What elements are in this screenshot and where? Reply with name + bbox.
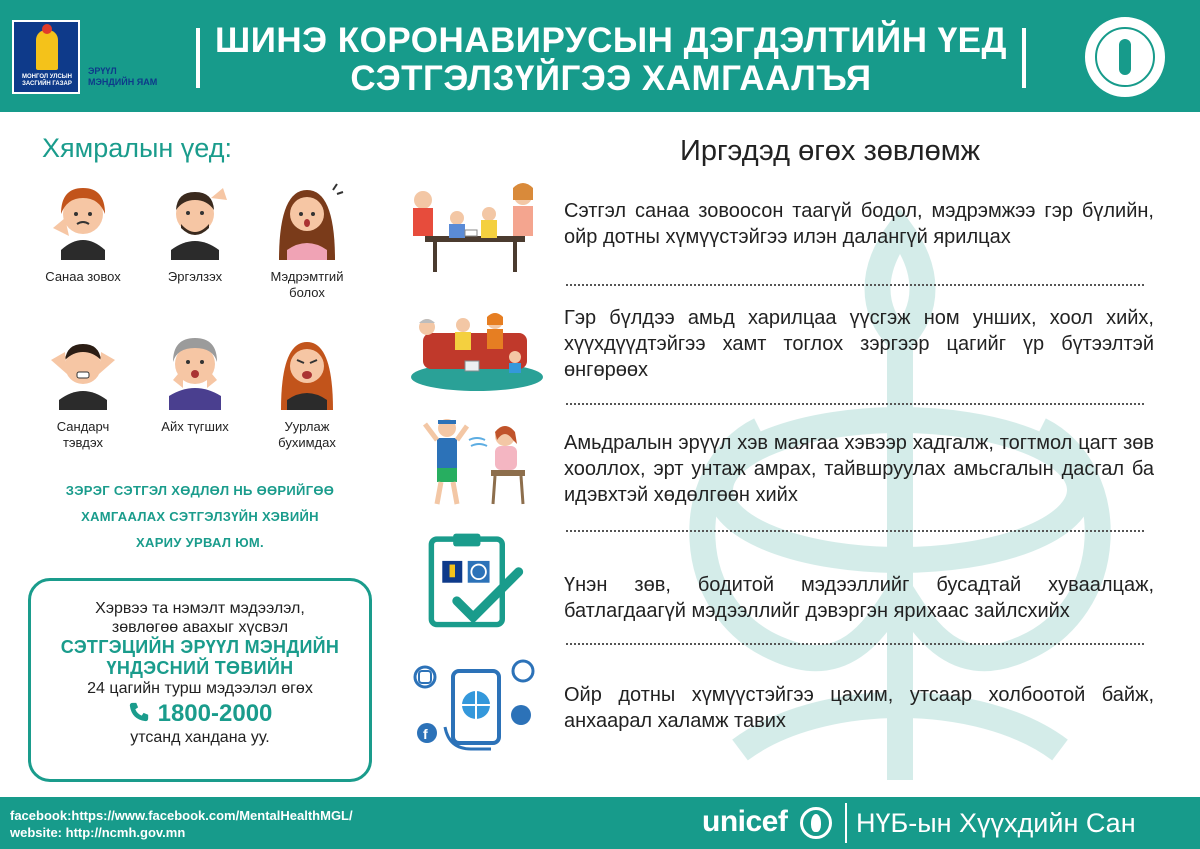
reaction-anger	[262, 330, 352, 451]
advice-item-1: Сэтгэл санаа зовоосон таагүй бодол, мэдрэмжээ гэр бүлийн, ойр дотны хүмүүстэйгээ илэн далангүй ярилцах	[564, 200, 1154, 248]
header-divider-left	[196, 28, 200, 88]
footer-links	[10, 807, 353, 841]
website-link[interactable]: website: http://ncmh.gov.mn	[10, 825, 186, 840]
center-name-line1: СЭТГЭЦИЙН ЭРҮҮЛ МЭНДИЙН	[60, 637, 340, 657]
government-emblem-logo	[12, 20, 80, 94]
hotline-box	[28, 578, 372, 782]
soyombo-icon	[36, 30, 58, 70]
ministry-name: ЭРҮҮЛ МЭНДИЙН ЯАМ	[88, 66, 158, 87]
header-divider-right	[1022, 28, 1026, 88]
panic-title: Хямралын үед:	[42, 133, 232, 163]
advice-title: Иргэдэд өгөх зөвлөмж	[680, 135, 981, 167]
dotted-divider	[566, 530, 1144, 532]
reaction-label: Айх түгших	[161, 419, 229, 434]
phone-number: 1800-2000	[157, 700, 273, 727]
reaction-label: Мэдрэмтгий болох	[270, 269, 344, 300]
hotline-line3: 24 цагийн турш мэдээлэл өгөх	[87, 680, 313, 697]
family-dinner-illustration	[405, 178, 545, 278]
reaction-label: Уурлаж бухимдах	[278, 419, 336, 450]
reaction-label: Санаа зовох	[45, 269, 121, 284]
unicef-globe-icon	[800, 807, 832, 839]
dotted-divider	[566, 643, 1144, 645]
logo-text: МОНГОЛ УЛСЫН ЗАСГИЙН ГАЗАР	[22, 74, 72, 87]
angry-woman-icon	[267, 330, 347, 410]
sensitive-woman-icon	[267, 180, 347, 260]
advice-item-3: Амьдралын эрүүл хэв маягаа хэвээр хадгалж, тогтмол цагт зөв хооллох, эрт унтаж амрах, тайвшруулах амьсгалын дасгал ба идэвхтэй хөдөлгөөн хийх	[564, 432, 1154, 506]
unicef-logo-text: unicef	[702, 805, 788, 838]
header-banner	[0, 0, 1200, 112]
unicef-mongolian-name: НҮБ-ын Хүүхдийн Сан	[856, 808, 1136, 838]
dotted-divider	[566, 403, 1144, 405]
reaction-sensitive	[262, 180, 352, 301]
verified-info-clipboard-illustration	[405, 530, 545, 630]
center-name-line2: ҮНДЭСНИЙ ТӨВИЙН	[106, 658, 294, 678]
svg-text:f: f	[423, 726, 428, 742]
phone-social-illustration	[405, 655, 545, 755]
footer-divider	[845, 803, 847, 843]
normal-reaction-note: ЗЭРЭГ СЭТГЭЛ ХӨДЛӨЛ НЬ ӨӨРИЙГӨӨ ХАМГААЛАХ СЭТГЭЛЗҮЙН ХЭВИЙН ХАРИУ УРВАЛ ЮМ.	[65, 483, 335, 550]
phone-icon	[128, 701, 150, 723]
family-reading-illustration	[405, 300, 545, 400]
dotted-divider	[566, 284, 1144, 286]
advice-item-2: Гэр бүлдээ амьд харилцаа үүсгэж ном унших, хоол хийх, хүүхдүүдтэйгээ хамт тоглох зэргээр цагийг үр бүтээлтэй өнгөрөөх	[564, 307, 1154, 381]
ncmh-seal-logo	[1082, 14, 1168, 100]
hotline-line1: Хэрвээ та нэмэлт мэдээлэл,	[95, 600, 305, 617]
exercise-breathing-illustration	[405, 410, 545, 510]
footer-bar	[0, 797, 1200, 849]
seal-inner-ring	[1095, 27, 1155, 87]
hotline-line2: зөвлөгөө авахыг хүсвэл	[111, 619, 289, 636]
advice-item-4: Үнэн зөв, бодитой мэдээллийг бусадтай хуваалцаж, батлагдаагүй мэдээллийг дэвэргэн ярихаас зайлсхийх	[564, 574, 1154, 622]
page-title: ШИНЭ КОРОНАВИРУСЫН ДЭГДЭЛТИЙН ҮЕД СЭТГЭЛЗҮЙГЭЭ ХАМГААЛЪЯ	[215, 21, 1007, 98]
reaction-worry	[38, 180, 128, 285]
panicking-man-icon	[43, 330, 123, 410]
hotline-phone[interactable]	[31, 700, 369, 728]
reaction-doubt	[150, 180, 240, 285]
facebook-link[interactable]: facebook:https://www.facebook.com/MentalHealthMGL/	[10, 808, 353, 823]
reaction-panic	[38, 330, 128, 451]
advice-item-5: Ойр дотны хүмүүстэйгээ цахим, утсаар холбоотой байж, анхаарал халамж тавих	[564, 684, 1154, 732]
reaction-label: Сандарч тэвдэх	[56, 419, 110, 450]
worried-woman-icon	[43, 180, 123, 260]
confused-man-icon	[155, 180, 235, 260]
reaction-label: Эргэлзэх	[167, 269, 223, 284]
frightened-elder-icon	[155, 330, 235, 410]
hotline-line4: утсанд хандана уу.	[130, 729, 270, 746]
reaction-fear	[150, 330, 240, 435]
